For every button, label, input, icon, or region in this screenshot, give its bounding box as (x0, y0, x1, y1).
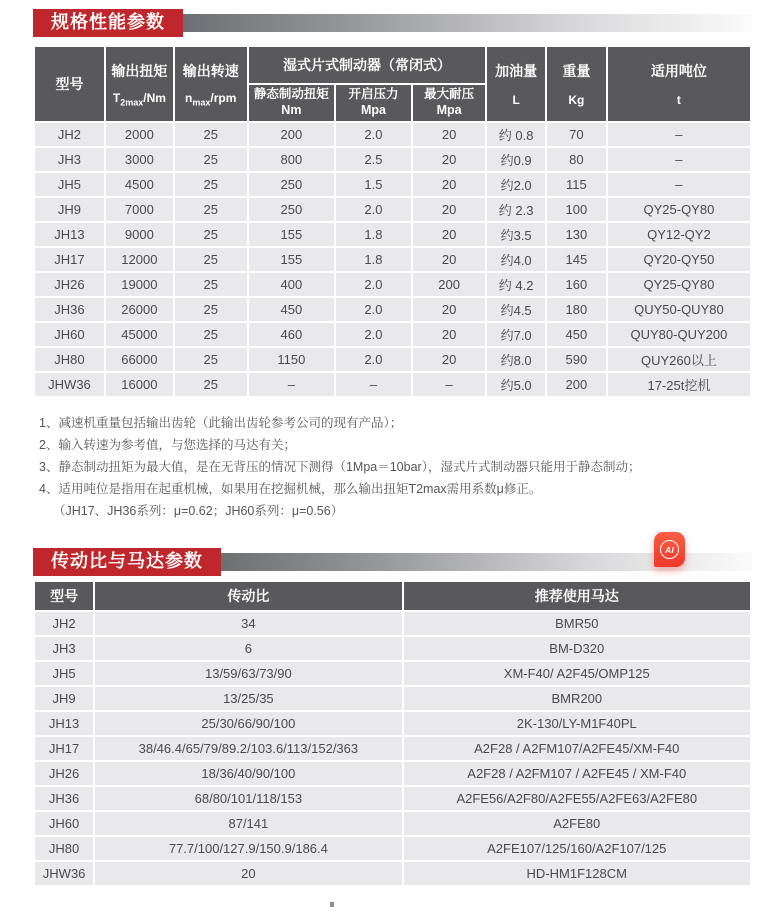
ratio-motor-table (33, 580, 752, 887)
table-cell: JH5 (34, 661, 94, 686)
col-header-max-pressure: 最大耐压 Mpa (412, 84, 487, 122)
table-cell: 25 (174, 297, 248, 322)
table-cell: 25 (174, 197, 248, 222)
table-cell: 400 (248, 272, 335, 297)
ratio-table-header (34, 581, 751, 611)
table-cell: 约0.9 (486, 147, 546, 172)
table-cell: 130 (546, 222, 607, 247)
table-cell: 45000 (105, 322, 174, 347)
table-row (34, 611, 751, 636)
table-cell: JH3 (34, 636, 94, 661)
table-cell: 20 (412, 322, 487, 347)
table-row (34, 711, 751, 736)
table-cell: QY20-QY50 (607, 247, 751, 272)
table-cell: A2F28 / A2FM107 / A2FE45 / XM-F40 (403, 761, 751, 786)
note-line: （JH17、JH36系列：μ=0.62；JH60系列：μ=0.56） (53, 504, 344, 518)
section1-title: 规格性能参数 (33, 9, 183, 37)
table-cell: JH3 (34, 147, 105, 172)
table-cell: 1150 (248, 347, 335, 372)
table-row (34, 247, 751, 272)
table-row (34, 686, 751, 711)
table-cell: 约4.5 (486, 297, 546, 322)
table-cell: 20 (412, 172, 487, 197)
table-cell: – (607, 172, 751, 197)
section2-banner (33, 548, 752, 576)
table-row (34, 736, 751, 761)
table-row (34, 811, 751, 836)
table-cell: XM-F40/ A2F45/OMP125 (403, 661, 751, 686)
table-cell: 2000 (105, 122, 174, 147)
ai-assistant-button[interactable] (654, 532, 685, 567)
note-line: 2、输入转速为参考值，与您选择的马达有关； (39, 438, 296, 452)
table-cell: 20 (412, 222, 487, 247)
table-row (34, 661, 751, 686)
table-cell: – (335, 372, 412, 397)
table-cell: 9000 (105, 222, 174, 247)
col-header-tonnage: 适用吨位 t (607, 46, 751, 122)
table-cell: 180 (546, 297, 607, 322)
col-header-opening-pressure: 开启压力 Mpa (335, 84, 412, 122)
table-cell: 1.8 (335, 222, 412, 247)
page-marker (330, 902, 334, 907)
table-cell: 约7.0 (486, 322, 546, 347)
note-line: 3、静态制动扭矩为最大值，是在无背压的情况下测得（1Mpa＝10bar），湿式片式制动器只能用于静态制动； (39, 460, 641, 474)
table-row (34, 172, 751, 197)
table-cell: 6 (94, 636, 402, 661)
table-cell: 约4.0 (486, 247, 546, 272)
col-header-gear-ratio: 传动比 (94, 581, 402, 611)
col-header-output-torque: 输出扭矩 $T_{2max}/Nm$ (105, 46, 174, 122)
section2-title: 传动比与马达参数 (33, 548, 221, 576)
table-cell: 13/25/35 (94, 686, 402, 711)
table-cell: 20 (94, 861, 402, 886)
table-row (34, 297, 751, 322)
ai-icon: AI (660, 540, 679, 559)
table-cell: 200 (546, 372, 607, 397)
table-cell: – (248, 372, 335, 397)
table-row (34, 761, 751, 786)
table-cell: 18/36/40/90/100 (94, 761, 402, 786)
table-row (34, 372, 751, 397)
table-cell: 约5.0 (486, 372, 546, 397)
table-cell: 约8.0 (486, 347, 546, 372)
table-cell: 约2.0 (486, 172, 546, 197)
table-cell: 200 (412, 272, 487, 297)
table-cell: 34 (94, 611, 402, 636)
section1-banner (33, 9, 752, 37)
table-cell: 25 (174, 247, 248, 272)
page-content (33, 9, 752, 887)
table-row (34, 836, 751, 861)
table-cell: 2.0 (335, 347, 412, 372)
table-row (34, 322, 751, 347)
table-cell: 约3.5 (486, 222, 546, 247)
table-cell: 16000 (105, 372, 174, 397)
table-cell: JH5 (34, 172, 105, 197)
table-cell: 7000 (105, 197, 174, 222)
table-cell: 590 (546, 347, 607, 372)
table-cell: 155 (248, 222, 335, 247)
col-header-weight: 重量 Kg (546, 46, 607, 122)
table-cell: 66000 (105, 347, 174, 372)
table-cell: 20 (412, 122, 487, 147)
table-cell: BM-D320 (403, 636, 751, 661)
table-cell: BMR200 (403, 686, 751, 711)
table-cell: JH26 (34, 272, 105, 297)
table-cell: JH36 (34, 297, 105, 322)
table-cell: JH13 (34, 222, 105, 247)
table-row (34, 197, 751, 222)
table-cell: QUY50-QUY80 (607, 297, 751, 322)
table-cell: 25 (174, 272, 248, 297)
table-cell: JHW36 (34, 372, 105, 397)
table-cell: 13/59/63/73/90 (94, 661, 402, 686)
table-cell: 250 (248, 172, 335, 197)
section1-banner-gradient-bar (183, 14, 752, 32)
table-cell: 25 (174, 222, 248, 247)
table-cell: 3000 (105, 147, 174, 172)
table-cell: 450 (248, 297, 335, 322)
table-cell: 38/46.4/65/79/89.2/103.6/113/152/363 (94, 736, 402, 761)
table-row (34, 122, 751, 147)
table-cell: 约 0.8 (486, 122, 546, 147)
table-cell: 2.5 (335, 147, 412, 172)
table-cell: BMR50 (403, 611, 751, 636)
table-cell: – (607, 122, 751, 147)
table-row (34, 222, 751, 247)
table-cell: HD-HM1F128CM (403, 861, 751, 886)
table-row (34, 636, 751, 661)
table-cell: 70 (546, 122, 607, 147)
table-cell: 20 (412, 147, 487, 172)
col-header-model: 型号 (34, 46, 105, 122)
table-cell: 4500 (105, 172, 174, 197)
table-cell: QUY80-QUY200 (607, 322, 751, 347)
table-cell: 2.0 (335, 322, 412, 347)
table-cell: 20 (412, 197, 487, 222)
table-cell: 145 (546, 247, 607, 272)
table-cell: JH17 (34, 247, 105, 272)
table-cell: 77.7/100/127.9/150.9/186.4 (94, 836, 402, 861)
table-cell: 155 (248, 247, 335, 272)
col-header-wet-brake-group: 湿式片式制动器（常闭式） (248, 46, 487, 84)
table-cell: 17-25t挖机 (607, 372, 751, 397)
table-cell: 2K-130/LY-M1F40PL (403, 711, 751, 736)
table-cell: 160 (546, 272, 607, 297)
table-cell: 约 2.3 (486, 197, 546, 222)
table-cell: – (607, 147, 751, 172)
table-cell: JH2 (34, 122, 105, 147)
table-cell: 12000 (105, 247, 174, 272)
table-cell: JH13 (34, 711, 94, 736)
table-cell: QY25-QY80 (607, 197, 751, 222)
table-cell: 2.0 (335, 297, 412, 322)
table-cell: A2FE107/125/160/A2F107/125 (403, 836, 751, 861)
note-line: 4、适用吨位是指用在起重机械，如果用在挖掘机械，那么输出扭矩T2max需用系数μ修正。 (39, 482, 542, 496)
table-cell: 25 (174, 172, 248, 197)
table-cell: 800 (248, 147, 335, 172)
col-header-static-brake-torque: 静态制动扭矩 Nm (248, 84, 335, 122)
table-cell: 19000 (105, 272, 174, 297)
table-cell: 200 (248, 122, 335, 147)
table-cell: 460 (248, 322, 335, 347)
ratio-table-body (34, 611, 751, 886)
table-row (34, 147, 751, 172)
table-cell: JH26 (34, 761, 94, 786)
table-cell: JH60 (34, 811, 94, 836)
table-cell: JH17 (34, 736, 94, 761)
table-cell: 450 (546, 322, 607, 347)
table-cell: 25 (174, 322, 248, 347)
table-cell: 250 (248, 197, 335, 222)
table-cell: 25 (174, 347, 248, 372)
table-cell: 80 (546, 147, 607, 172)
table-cell: 25/30/66/90/100 (94, 711, 402, 736)
table-cell: A2FE80 (403, 811, 751, 836)
table-cell: 87/141 (94, 811, 402, 836)
table-cell: A2F28 / A2FM107/A2FE45/XM-F40 (403, 736, 751, 761)
table-cell: 26000 (105, 297, 174, 322)
table-row (34, 861, 751, 886)
col-header-output-speed: 输出转速 $n_{max}$/rpm (174, 46, 248, 122)
table-cell: 115 (546, 172, 607, 197)
notes-block (39, 412, 752, 522)
table-cell: 25 (174, 147, 248, 172)
table-cell: JH36 (34, 786, 94, 811)
table-cell: 2.0 (335, 272, 412, 297)
spec-table-header (34, 46, 751, 122)
spec-performance-table (33, 45, 752, 398)
table-cell: QY12-QY2 (607, 222, 751, 247)
table-cell: 25 (174, 372, 248, 397)
table-cell: 25 (174, 122, 248, 147)
table-cell: QUY260以上 (607, 347, 751, 372)
table-cell: 1.5 (335, 172, 412, 197)
table-cell: JH9 (34, 197, 105, 222)
col-header-oil-volume: 加油量 L (486, 46, 546, 122)
col-header-recommended-motor: 推荐使用马达 (403, 581, 751, 611)
col-header-model: 型号 (34, 581, 94, 611)
table-cell: 100 (546, 197, 607, 222)
table-cell: 2.0 (335, 197, 412, 222)
table-cell: 2.0 (335, 122, 412, 147)
table-row (34, 272, 751, 297)
table-cell: QY25-QY80 (607, 272, 751, 297)
table-cell: JH9 (34, 686, 94, 711)
table-row (34, 347, 751, 372)
table-cell: JH80 (34, 836, 94, 861)
table-cell: A2FE56/A2F80/A2FE55/A2FE63/A2FE80 (403, 786, 751, 811)
note-line: 1、减速机重量包括输出齿轮（此输出齿轮参考公司的现有产品）； (39, 416, 403, 430)
table-cell: 1.8 (335, 247, 412, 272)
table-cell: JHW36 (34, 861, 94, 886)
table-cell: 20 (412, 347, 487, 372)
table-row (34, 786, 751, 811)
spec-table-body (34, 122, 751, 397)
table-cell: 20 (412, 297, 487, 322)
table-cell: JH80 (34, 347, 105, 372)
table-cell: 68/80/101/118/153 (94, 786, 402, 811)
table-cell: – (412, 372, 487, 397)
table-cell: 20 (412, 247, 487, 272)
table-cell: JH2 (34, 611, 94, 636)
table-cell: JH60 (34, 322, 105, 347)
table-cell: 约 4.2 (486, 272, 546, 297)
